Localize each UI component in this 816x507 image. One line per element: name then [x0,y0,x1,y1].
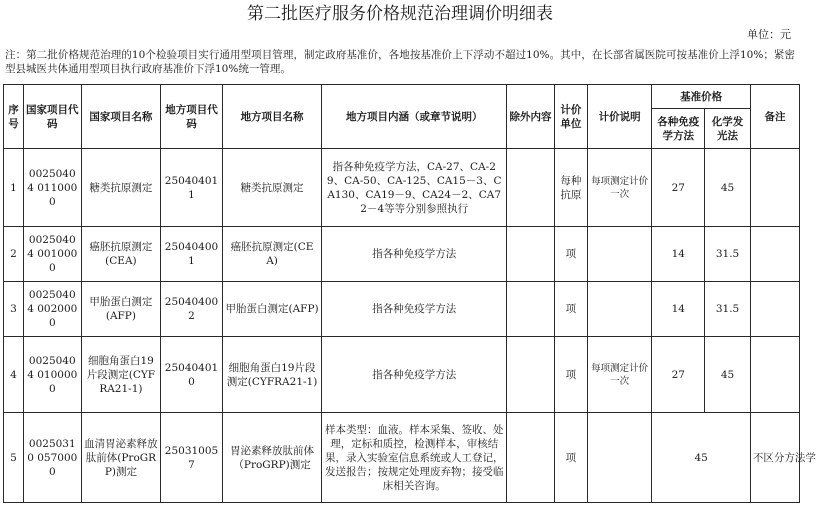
table-row [4,149,800,227]
col-base-price: 基准价格 [652,85,751,109]
cell-seq: 5 [4,413,24,503]
cell-seq: 3 [4,282,24,337]
cell-national-code: 00250404 0010000 [23,227,81,282]
col-seq: 序号 [4,85,24,149]
cell-excluded [507,337,555,413]
cell-excluded [507,282,555,337]
unit-label: 单位：元 [747,28,791,41]
cell-national-code: 00250404 0100000 [23,337,81,413]
cell-excluded [507,227,555,282]
cell-content: 指各种免疫学方法，CA-27、CA-29、CA-50、CA-125、CA15－3、CA130、CA19－9、CA24－2、CA72－4等等分别参照执行 [322,149,507,227]
cell-local-code: 250404002 [161,282,223,337]
cell-chemi: 31.5 [705,227,751,282]
header-row-1 [4,85,800,109]
cell-local-code: 250310057 [161,413,223,503]
cell-immuno: 14 [652,227,705,282]
cell-pricing-unit: 项 [554,282,587,337]
cell-pricing-unit: 项 [554,227,587,282]
cell-national-name: 血清胃泌素释放肽前体(ProGRP)测定 [81,413,161,503]
price-table [3,84,816,503]
cell-remarks: 不区分方法学 [752,451,816,464]
cell-remarks [750,149,799,227]
cell-pricing-note [587,282,652,337]
cell-local-name: 糖类抗原测定 [222,149,321,227]
col-content: 地方项目内涵（或章节说明） [322,85,507,149]
cell-local-code: 250404010 [161,337,223,413]
col-immuno: 各种免疫学方法 [652,109,705,149]
cell-chemi: 31.5 [705,282,751,337]
cell-pricing-unit: 每种抗原 [554,149,587,227]
table-row [4,282,800,337]
cell-national-name: 糖类抗原测定 [81,149,161,227]
cell-national-code: 00250404 0020000 [23,282,81,337]
col-pricing-unit: 计价单位 [554,85,587,149]
cell-local-name: 胃泌素释放肽前体（ProGRP)测定 [222,413,321,503]
cell-national-code: 00250404 0110000 [23,149,81,227]
col-pricing-note: 计价说明 [587,85,652,149]
cell-pricing-note: 每项测定计价一次 [587,337,652,413]
cell-seq: 1 [4,149,24,227]
cell-national-name: 甲胎蛋白测定(AFP) [81,282,161,337]
table-row [4,337,800,413]
table-note: 注：第二批价格规范治理的10个检验项目实行通用型项目管理，制定政府基准价，各地按基准价上下浮动不超过10%。其中，在长部省属医院可按基准价上浮10%；紧密型县城医共体通用型项目执行政府基准价下浮10%统一管理。 [5,49,795,75]
page-title: 第二批医疗服务价格规范治理调价明细表 [247,4,553,24]
cell-local-code: 250404011 [161,149,223,227]
col-national-code: 国家项目代码 [23,85,81,149]
cell-content: 指各种免疫学方法 [322,227,507,282]
cell-seq: 4 [4,337,24,413]
cell-excluded [507,413,555,503]
table-row [4,413,800,503]
cell-pricing-unit: 项 [554,413,587,503]
col-remarks: 备注 [750,85,799,149]
cell-immuno: 27 [652,337,705,413]
cell-pricing-note: 每项测定计价一次 [587,149,652,227]
cell-local-name: 甲胎蛋白测定(AFP) [222,282,321,337]
cell-seq: 2 [4,227,24,282]
col-chemi: 化学发光法 [705,109,751,149]
cell-local-code: 250404001 [161,227,223,282]
cell-excluded [507,149,555,227]
cell-pricing-unit: 项 [554,337,587,413]
cell-national-code: 00250310 0570000 [23,413,81,503]
cell-local-name: 细胞角蛋白19片段测定(CYFRA21-1) [222,337,321,413]
cell-content: 指各种免疫学方法 [322,337,507,413]
cell-chemi: 45 [705,337,751,413]
cell-remarks [750,282,799,337]
cell-immuno: 14 [652,282,705,337]
cell-merged-price: 45 [652,413,751,503]
cell-remarks [750,227,799,282]
cell-pricing-note [587,227,652,282]
cell-national-name: 细胞角蛋白19片段测定(CYFRA21-1) [81,337,161,413]
col-excluded: 除外内容 [507,85,555,149]
col-local-name: 地方项目名称 [222,85,321,149]
cell-chemi: 45 [705,149,751,227]
cell-national-name: 癌胚抗原测定(CEA) [81,227,161,282]
cell-local-name: 癌胚抗原测定(CEA) [222,227,321,282]
col-local-code: 地方项目代码 [161,85,223,149]
cell-content: 样本类型：血液。样本采集、签收、处理，定标和质控，检测样本，审核结果，录入实验室信息系统或人工登记，发送报告；按规定处理废弃物；接受临床相关咨询。 [322,413,507,503]
cell-content: 指各种免疫学方法 [322,282,507,337]
cell-pricing-note [587,413,652,503]
table-row [4,227,800,282]
col-national-name: 国家项目名称 [81,85,161,149]
cell-immuno: 27 [652,149,705,227]
cell-remarks-cell [750,413,816,503]
cell-remarks [750,337,799,413]
